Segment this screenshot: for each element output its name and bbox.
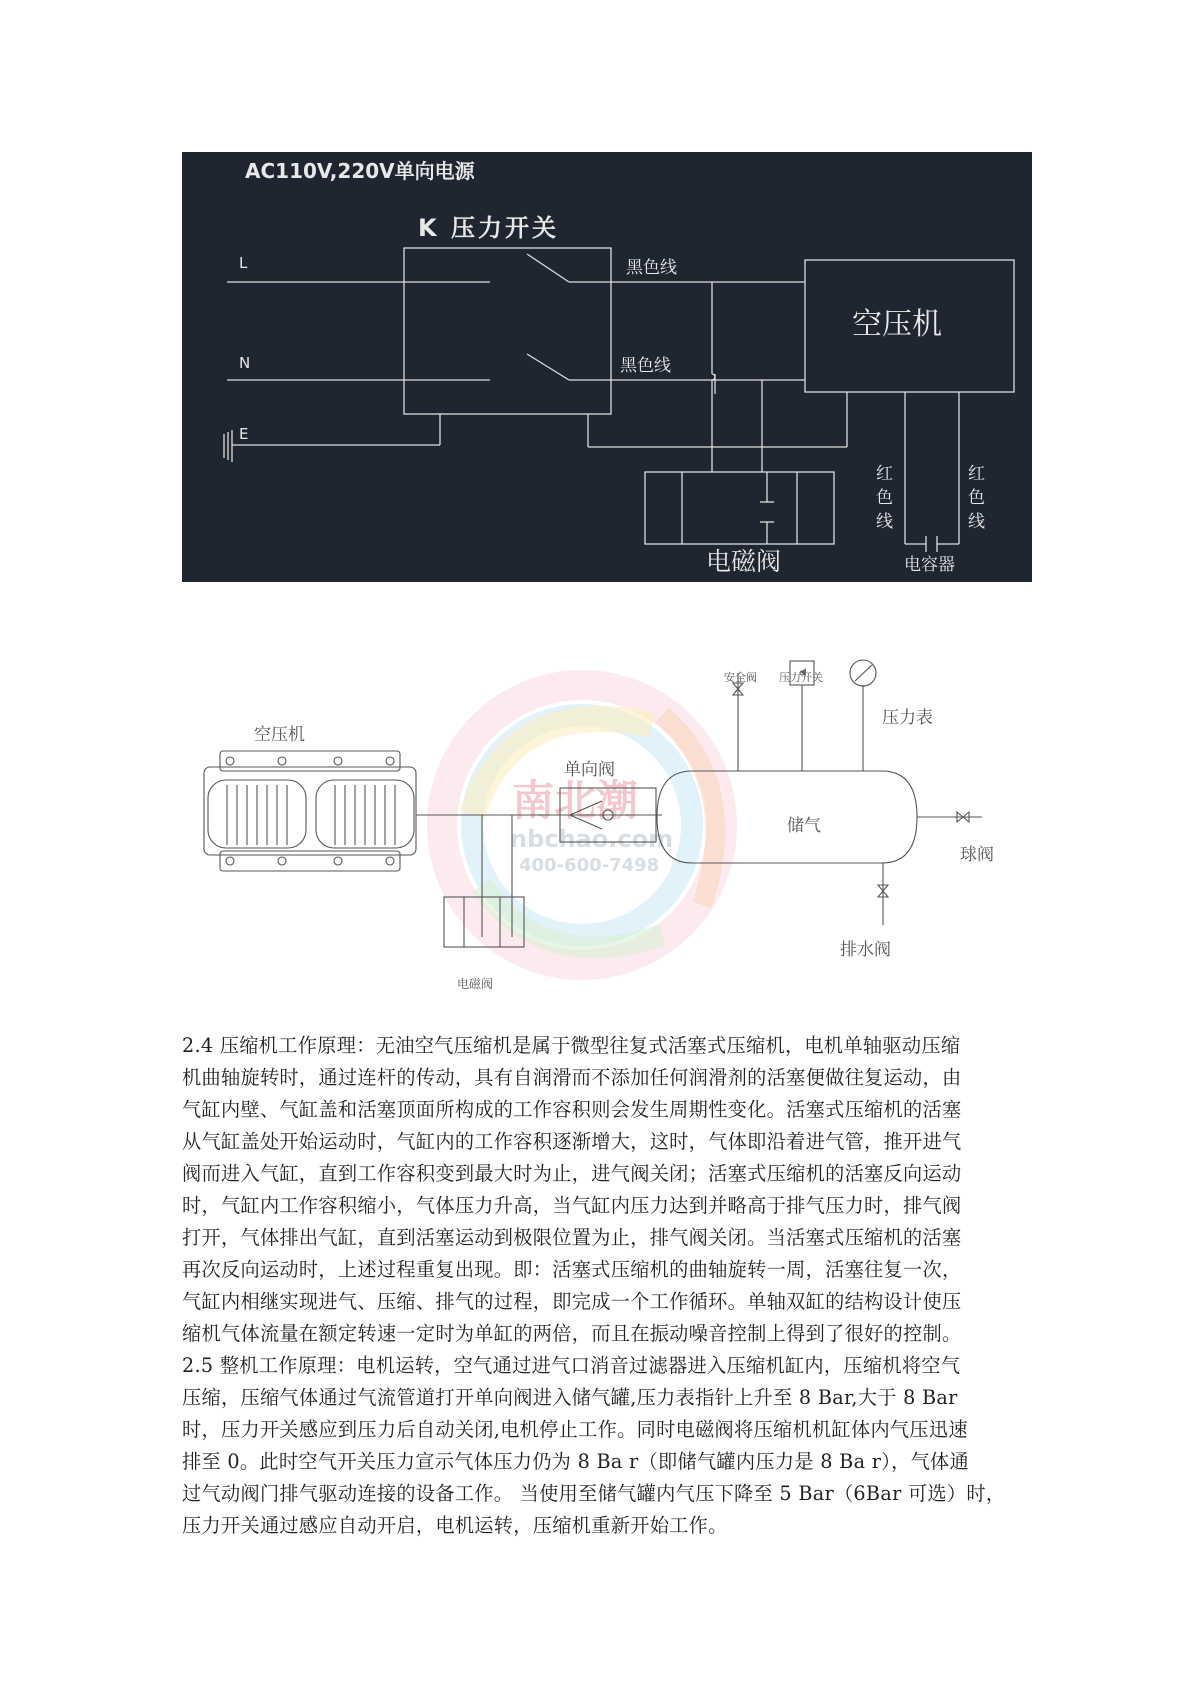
drain-valve-label: 排水阀 — [840, 940, 891, 960]
text-line: 缩机气体流量在额定转速一定时为单缸的两倍，而且在振动噪音控制上得到了很好的控制。 — [182, 1322, 962, 1345]
black-wire-label-1: 黑色线 — [626, 258, 677, 278]
text-line: 阀而进入气缸，直到工作容积变到最大时为止，进气阀关闭；活塞式压缩机的活塞反向运动 — [182, 1162, 962, 1185]
watermark-cn: 南北潮 — [512, 776, 639, 825]
capacitor-label: 电容器 — [904, 555, 955, 575]
text-line: 气缸内壁、气缸盖和活塞顶面所构成的工作容积则会发生周期性变化。活塞式压缩机的活塞 — [182, 1098, 962, 1121]
solenoid-label: 电磁阀 — [706, 547, 782, 576]
storage-label: 储气 — [787, 816, 821, 836]
solenoid-valve-box — [645, 472, 834, 544]
text-line: 2.5 整机工作原理：电机运转，空气通过进气口消音过滤器进入压缩机缸内，压缩机将空气 — [182, 1354, 961, 1377]
flow-compressor-label: 空压机 — [254, 725, 305, 745]
text-line: 2.4 压缩机工作原理：无油空气压缩机是属于微型往复式活塞式压缩机，电机单轴驱动压缩 — [182, 1034, 961, 1057]
text-line: 时，气缸内工作容积缩小，气体压力升高，当气缸内压力达到并略高于排气压力时，排气阀 — [182, 1194, 962, 1217]
text-line: 从气缸盖处开始运动时，气缸内的工作容积逐渐增大，这时，气体即沿着进气管，推开进气 — [182, 1130, 962, 1153]
pressure-switch-label: 压力开关 — [779, 671, 823, 684]
red-wire-right-3: 线 — [968, 512, 985, 532]
red-wire-right-2: 色 — [968, 488, 985, 508]
wiring-diagram-svg — [182, 152, 1032, 582]
black-wire-label-2: 黑色线 — [620, 356, 671, 376]
red-wire-left-3: 线 — [876, 512, 893, 532]
flow-diagram-svg — [182, 655, 1032, 995]
pressure-gauge-label: 压力表 — [882, 708, 933, 728]
text-line: 排至 0。此时空气开关压力宣示气体压力仍为 8 Ba r（即储气罐内压力是 8 Ba r），气体通 — [182, 1450, 970, 1473]
power-label: AC110V,220V单向电源 — [245, 159, 475, 183]
line-n-label: N — [239, 354, 251, 372]
flow-solenoid-label: 电磁阀 — [457, 977, 494, 991]
line-e-label: E — [239, 425, 249, 443]
flow-diagram — [182, 655, 1032, 995]
text-line: 压力开关通过感应自动开启，电机运转，压缩机重新开始工作。 — [182, 1514, 728, 1537]
red-wire-left-1: 红 — [876, 464, 893, 484]
text-line: 时，压力开关感应到压力后自动关闭,电机停止工作。同时电磁阀将压缩机机缸体内气压迅速 — [182, 1418, 968, 1441]
pressure-switch-box — [404, 248, 611, 414]
compressor-drawing — [204, 751, 416, 871]
text-line: 打开，气体排出气缸，直到活塞运动到极限位置为止，排气阀关闭。当活塞式压缩机的活塞 — [182, 1226, 962, 1249]
red-wire-right-1: 红 — [968, 464, 985, 484]
text-line: 再次反向运动时，上述过程重复出现。即：活塞式压缩机的曲轴旋转一周，活塞往复一次， — [182, 1258, 962, 1281]
check-valve-label: 单向阀 — [564, 760, 615, 780]
body-text — [182, 1030, 1032, 1542]
watermark-url: nbchao.com — [510, 825, 674, 853]
text-line: 机曲轴旋转时，通过连杆的传动，具有自润滑而不添加任何润滑剂的活塞便做往复运动，由 — [182, 1066, 962, 1089]
safety-valve-label: 安全阀 — [724, 671, 757, 684]
ball-valve-label: 球阀 — [960, 845, 994, 865]
text-line: 压缩，压缩气体通过气流管道打开单向阀进入储气罐,压力表指针上升至 8 Bar,大于 8 Bar — [182, 1386, 958, 1409]
compressor-label: 空压机 — [852, 307, 942, 342]
watermark-phone: 400-600-7498 — [519, 855, 660, 876]
switch-label: K 压力开关 — [418, 214, 559, 242]
wiring-diagram — [182, 152, 1032, 582]
red-wire-left-2: 色 — [876, 488, 893, 508]
text-line: 气缸内相继实现进气、压缩、排气的过程，即完成一个工作循环。单轴双缸的结构设计使压 — [182, 1290, 962, 1313]
line-l-label: L — [239, 254, 248, 272]
text-line: 过气动阀门排气驱动连接的设备工作。 当使用至储气罐内气压下降至 5 Bar（6Bar 可选）时， — [182, 1482, 1006, 1505]
